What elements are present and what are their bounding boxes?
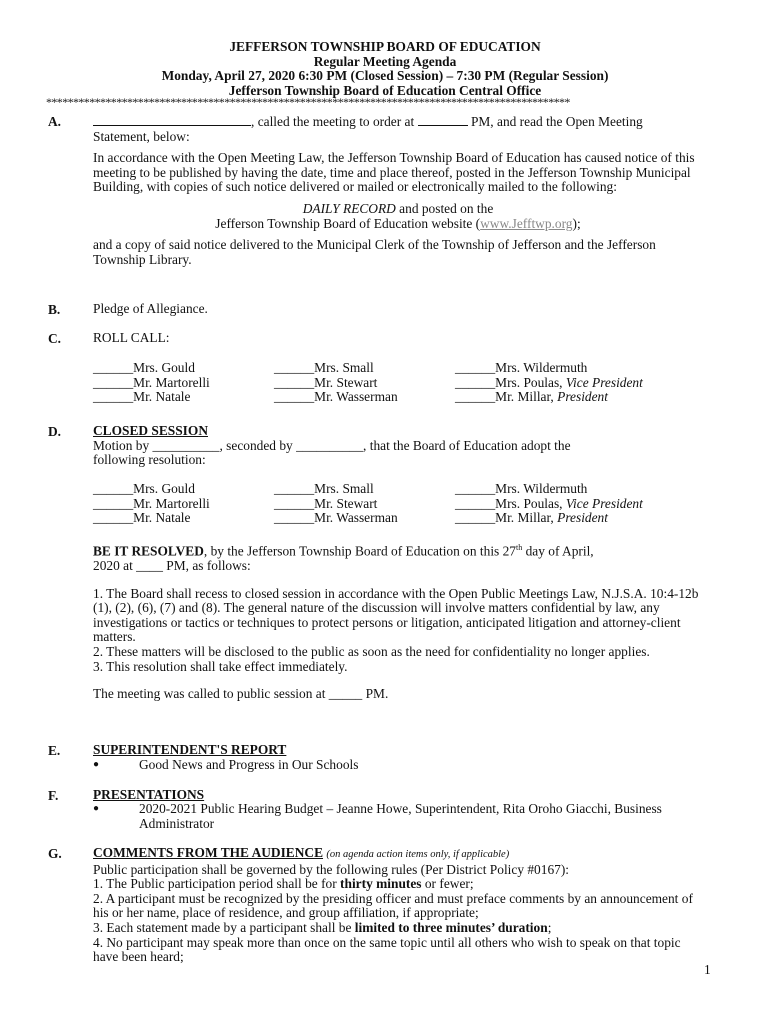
vote-member-name: ______Mrs. Poulas,: [455, 495, 563, 511]
statement-below: Statement, below:: [93, 128, 190, 144]
roll-member-name: ______Mrs. Poulas,: [455, 374, 563, 390]
roll-member: ______Mr. Stewart: [274, 374, 378, 390]
vote-member: ______Mr. Martorelli: [93, 495, 210, 511]
rule-1-end: or fewer;: [421, 876, 474, 892]
website-post: );: [572, 215, 581, 231]
open-meeting-text: PM, and read the Open Meeting: [470, 114, 643, 129]
resolution-item-1: 1. The Board shall recess to closed session in accordance with the Open Public Meetings Law, N.J.S.A. 10:4-12b (1), (2), (6), (7) and (8). The general nature of the discussion will involve matters confidential by law, any investigations or tactics or techniques to protect persons or litigation, anticipated litigation and attorney-client matters.: [93, 585, 699, 645]
roll-member: ______Mrs. Small: [274, 360, 374, 375]
president-title: President: [557, 389, 608, 405]
vote-member: ______Mr. Stewart: [274, 495, 378, 511]
call-to-order-text: , called the meeting to order at: [251, 114, 415, 129]
roll-member-name: ______Mr. Millar,: [455, 389, 554, 405]
website-link[interactable]: www.Jefftwp.org: [480, 215, 573, 231]
comments-heading: COMMENTS FROM THE AUDIENCE: [93, 845, 324, 860]
rule-1: [93, 877, 705, 892]
closed-session-heading: CLOSED SESSION: [93, 423, 208, 438]
vote-member: ______Mrs. Small: [274, 481, 374, 496]
roll-member: ______Mr. Martorelli: [93, 374, 210, 390]
vote-col-2: [274, 482, 398, 526]
motion-text-2: following resolution:: [93, 452, 206, 468]
motion-text: Motion by __________, seconded by __________, that the Board of Education adopt the: [93, 437, 571, 453]
rule-3-text: 3. Each statement made by a participant shall be: [93, 919, 355, 935]
rule-1-text: 1. The Public participation period shall be for: [93, 876, 341, 892]
section-a: [93, 114, 703, 267]
comments-from-audience: [93, 846, 705, 965]
roll-member: ______Mrs. Wildermuth: [455, 360, 588, 375]
three-minutes: limited to three minutes’ duration: [354, 919, 548, 935]
comments-note: (on agenda action items only, if applicable): [326, 849, 510, 860]
vice-president-title: Vice President: [565, 495, 643, 511]
thirty-minutes: thirty minutes: [340, 876, 422, 892]
daily-record: DAILY RECORD: [302, 200, 396, 216]
rule-3: [93, 921, 705, 936]
roll-col-3: [455, 361, 643, 405]
vote-col-3: [455, 482, 643, 526]
roll-call-title: ROLL CALL:: [93, 330, 170, 345]
website-line: [93, 217, 703, 232]
section-d-label: D.: [48, 424, 62, 439]
vote-member: ______Mrs. Wildermuth: [455, 481, 588, 496]
section-b-label: B.: [48, 302, 61, 317]
superintendent-report-heading: SUPERINTENDENT'S REPORT: [93, 742, 287, 757]
president-title: President: [557, 510, 608, 526]
roll-member: ______Mrs. Gould: [93, 360, 195, 375]
public-session: The meeting was called to public session at _____ PM.: [93, 686, 389, 702]
website-pre: Jefferson Township Board of Education website (: [215, 215, 481, 231]
vote-member: ______Mr. Natale: [93, 510, 191, 526]
vote-member: ______Mrs. Gould: [93, 481, 195, 496]
vote-col-1: [93, 482, 210, 526]
be-it-resolved: BE IT RESOLVED: [93, 543, 204, 559]
meeting-date: Monday, April 27, 2020 6:30 PM (Closed Session) – 7:30 PM (Regular Session): [161, 68, 609, 83]
blank-time: [418, 114, 468, 126]
resolved-line: [93, 541, 703, 559]
section-a-label: A.: [48, 114, 62, 129]
daily-record-line: [93, 202, 703, 217]
vote-member: [455, 497, 643, 512]
rule-4: 4. No participant may speak more than once on the same topic until all others who wish to speak on that topic have been heard;: [93, 934, 681, 965]
section-f-label: F.: [48, 788, 59, 803]
section-g-label: G.: [48, 846, 62, 861]
vote-member-name: ______Mr. Millar,: [455, 510, 554, 526]
presentation-item: 2020-2021 Public Hearing Budget – Jeanne Howe, Superintendent, Rita Oroho Giacchi, Business Administrator: [139, 801, 662, 831]
resolution-item-3: 3. This resolution shall take effect immediately.: [93, 658, 348, 674]
section-c-label: C.: [48, 331, 62, 346]
meeting-location: Jefferson Township Board of Education Central Office: [228, 83, 542, 98]
vice-president-title: Vice President: [565, 374, 643, 390]
agenda-title: Regular Meeting Agenda: [313, 54, 457, 69]
bullet-icon: ●: [93, 759, 100, 770]
presentations-heading: PRESENTATIONS: [93, 787, 205, 802]
section-e-label: E.: [48, 743, 61, 758]
rule-3-end: ;: [547, 919, 552, 935]
resolved-text-2: day of April,: [522, 543, 594, 559]
board-title: JEFFERSON TOWNSHIP BOARD OF EDUCATION: [229, 39, 541, 54]
resolved-line-2: 2020 at ____ PM, as follows:: [93, 558, 251, 574]
roll-member: [455, 376, 643, 391]
roll-member: ______Mr. Natale: [93, 389, 191, 405]
pledge: Pledge of Allegiance.: [93, 301, 208, 316]
roll-member: [455, 390, 643, 405]
roll-col-2: [274, 361, 398, 405]
vote-member: ______Mr. Wasserman: [274, 510, 398, 526]
participation-rules: Public participation shall be governed by the following rules (Per District Policy #0167):: [93, 861, 570, 877]
daily-record-rest: and posted on the: [395, 200, 494, 216]
separator-stars: *************************************************************************************************: [46, 96, 570, 108]
roll-member: ______Mr. Wasserman: [274, 389, 398, 405]
resolution: [93, 541, 703, 702]
bullet-icon: ●: [93, 803, 100, 814]
rule-2: 2. A participant must be recognized by the presiding officer and must preface comments by an announcement of his or her name, place of residence, and group affiliation, if appropriate;: [93, 890, 693, 921]
roll-col-1: [93, 361, 210, 405]
resolved-text: , by the Jefferson Township Board of Education on this 27: [203, 543, 516, 559]
vote-member: [455, 511, 643, 526]
blank-caller: [93, 114, 251, 126]
notice-delivery: and a copy of said notice delivered to the Municipal Clerk of the Township of Jefferson and the Jefferson Township Library.: [93, 237, 656, 267]
ordinal-suffix: th: [516, 543, 523, 552]
page-number: 1: [704, 962, 711, 977]
open-meeting-statement: In accordance with the Open Meeting Law, the Jefferson Township Board of Education has caused notice of this meeting to be published by having the date, time and place thereof, posted in the Jefferson Township Municipal Building, with copies of such notice delivered or mailed or electronically mailed to the following:: [93, 150, 695, 195]
superintendent-report-item: Good News and Progress in Our Schools: [139, 757, 359, 772]
resolution-item-2: 2. These matters will be disclosed to the public as soon as the need for confidentiality no longer applies.: [93, 644, 650, 660]
closed-session: [93, 424, 703, 468]
